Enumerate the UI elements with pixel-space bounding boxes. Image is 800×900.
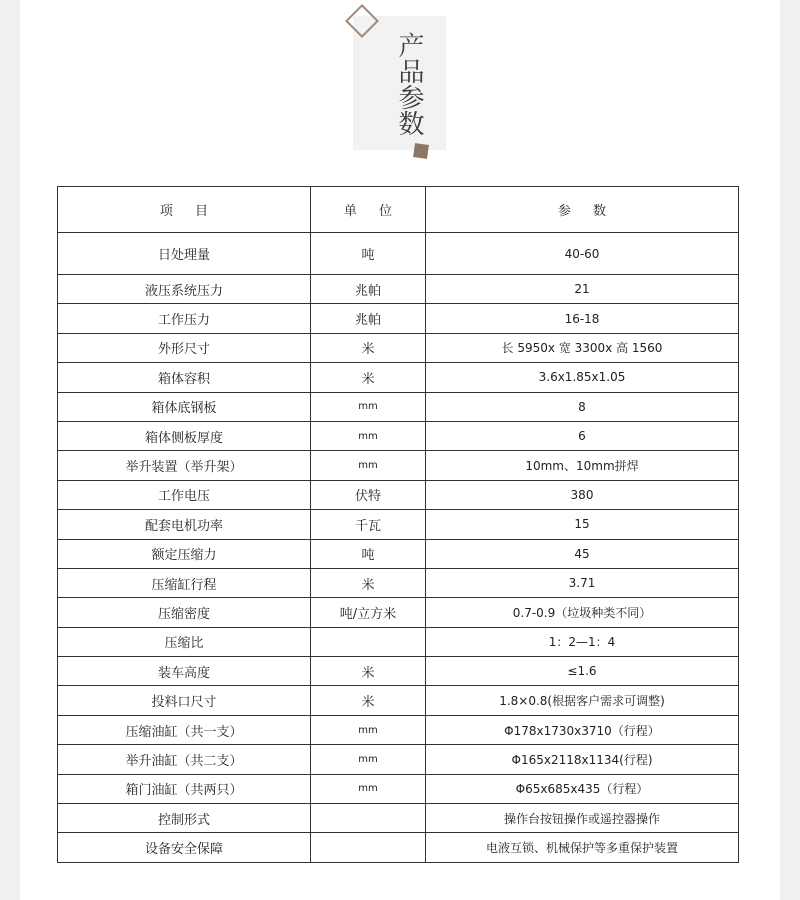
table-row bbox=[58, 833, 739, 862]
cell-value: 3.6x1.85x1.05 bbox=[426, 363, 739, 392]
parameters-table bbox=[57, 186, 739, 863]
cell-value: 45 bbox=[426, 539, 739, 568]
table-row bbox=[58, 233, 739, 275]
cell-unit bbox=[311, 833, 426, 862]
cell-item: 工作电压 bbox=[58, 480, 311, 509]
cell-item: 液压系统压力 bbox=[58, 275, 311, 304]
cell-item: 箱门油缸（共两只） bbox=[58, 774, 311, 803]
cell-value: Φ165x2118x1134(行程) bbox=[426, 745, 739, 774]
cell-unit: 吨 bbox=[311, 233, 426, 275]
cell-value: Φ178x1730x3710（行程） bbox=[426, 715, 739, 744]
header-item: 项 目 bbox=[58, 187, 311, 233]
table-row bbox=[58, 804, 739, 833]
cell-item: 箱体侧板厚度 bbox=[58, 421, 311, 450]
cell-value: 0.7-0.9（垃圾种类不同） bbox=[426, 598, 739, 627]
cell-value: 1：2—1：4 bbox=[426, 627, 739, 656]
table-row bbox=[58, 774, 739, 803]
table-row bbox=[58, 657, 739, 686]
cell-value: 8 bbox=[426, 392, 739, 421]
table-row bbox=[58, 275, 739, 304]
table-row bbox=[58, 480, 739, 509]
cell-value: ≤1.6 bbox=[426, 657, 739, 686]
cell-value: 6 bbox=[426, 421, 739, 450]
page-title: 产品参数 bbox=[394, 32, 424, 136]
cell-unit: mm bbox=[311, 421, 426, 450]
cell-value: 16-18 bbox=[426, 304, 739, 333]
cell-unit: 兆帕 bbox=[311, 304, 426, 333]
cell-item: 压缩缸行程 bbox=[58, 568, 311, 597]
cell-item: 举升油缸（共二支） bbox=[58, 745, 311, 774]
cell-unit: mm bbox=[311, 774, 426, 803]
cell-item: 额定压缩力 bbox=[58, 539, 311, 568]
table-row bbox=[58, 745, 739, 774]
cell-unit: mm bbox=[311, 451, 426, 480]
cell-value: 21 bbox=[426, 275, 739, 304]
cell-unit bbox=[311, 627, 426, 656]
cell-item: 配套电机功率 bbox=[58, 510, 311, 539]
cell-unit: 米 bbox=[311, 333, 426, 362]
table-row bbox=[58, 304, 739, 333]
table-row bbox=[58, 451, 739, 480]
cell-unit: mm bbox=[311, 745, 426, 774]
table-row bbox=[58, 363, 739, 392]
cell-item: 箱体容积 bbox=[58, 363, 311, 392]
header-value: 参 数 bbox=[426, 187, 739, 233]
cell-value: 操作台按钮操作或遥控器操作 bbox=[426, 804, 739, 833]
cell-item: 压缩比 bbox=[58, 627, 311, 656]
cell-value: 380 bbox=[426, 480, 739, 509]
cell-unit bbox=[311, 804, 426, 833]
cell-item: 外形尺寸 bbox=[58, 333, 311, 362]
table-header-row bbox=[58, 187, 739, 233]
cell-value: 1.8×0.8(根据客户需求可调整) bbox=[426, 686, 739, 715]
cell-unit: mm bbox=[311, 715, 426, 744]
table-row bbox=[58, 627, 739, 656]
cell-unit: 吨 bbox=[311, 539, 426, 568]
header-unit: 单 位 bbox=[311, 187, 426, 233]
table-row bbox=[58, 598, 739, 627]
cell-value: 长 5950x 宽 3300x 高 1560 bbox=[426, 333, 739, 362]
cell-unit: mm bbox=[311, 392, 426, 421]
cell-value: 40-60 bbox=[426, 233, 739, 275]
cell-value: 15 bbox=[426, 510, 739, 539]
cell-value: Φ65x685x435（行程） bbox=[426, 774, 739, 803]
cell-item: 控制形式 bbox=[58, 804, 311, 833]
table-row bbox=[58, 510, 739, 539]
table-row bbox=[58, 715, 739, 744]
cell-value: 3.71 bbox=[426, 568, 739, 597]
cell-item: 压缩密度 bbox=[58, 598, 311, 627]
cell-unit: 伏特 bbox=[311, 480, 426, 509]
cell-item: 工作压力 bbox=[58, 304, 311, 333]
cell-value: 10mm、10mm拼焊 bbox=[426, 451, 739, 480]
cell-unit: 米 bbox=[311, 363, 426, 392]
cell-item: 设备安全保障 bbox=[58, 833, 311, 862]
square-ornament-icon bbox=[413, 143, 429, 159]
cell-item: 装车高度 bbox=[58, 657, 311, 686]
cell-value: 电液互锁、机械保护等多重保护装置 bbox=[426, 833, 739, 862]
cell-unit: 米 bbox=[311, 657, 426, 686]
table-row bbox=[58, 392, 739, 421]
cell-unit: 吨/立方米 bbox=[311, 598, 426, 627]
cell-item: 日处理量 bbox=[58, 233, 311, 275]
cell-unit: 米 bbox=[311, 568, 426, 597]
table-row bbox=[58, 686, 739, 715]
cell-unit: 米 bbox=[311, 686, 426, 715]
cell-item: 箱体底钢板 bbox=[58, 392, 311, 421]
cell-item: 投料口尺寸 bbox=[58, 686, 311, 715]
table-row bbox=[58, 333, 739, 362]
table-row bbox=[58, 421, 739, 450]
table-row bbox=[58, 539, 739, 568]
table-row bbox=[58, 568, 739, 597]
cell-unit: 千瓦 bbox=[311, 510, 426, 539]
cell-unit: 兆帕 bbox=[311, 275, 426, 304]
cell-item: 举升装置（举升架） bbox=[58, 451, 311, 480]
cell-item: 压缩油缸（共一支） bbox=[58, 715, 311, 744]
